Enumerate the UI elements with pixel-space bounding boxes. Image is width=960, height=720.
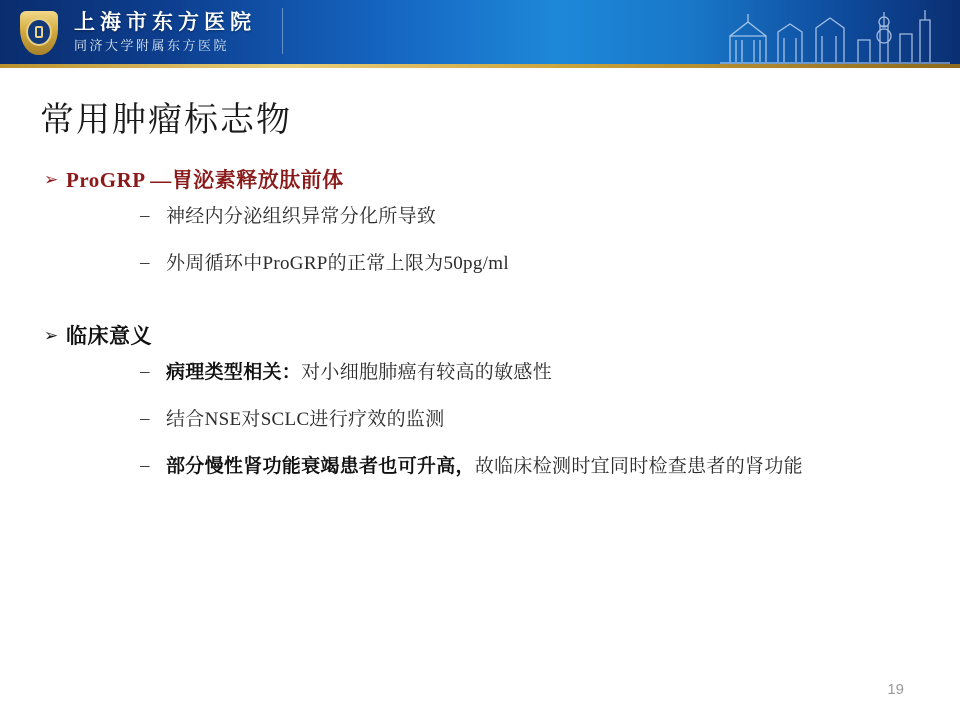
bullet-label: ProGRP —胃泌素释放肽前体 (66, 168, 344, 192)
organization-name-sub: 同济大学附属东方医院 (74, 38, 230, 53)
organization-name-block (74, 10, 256, 55)
sub-bullet-label: 神经内分泌组织异常分化所导致 (166, 206, 437, 227)
sub-bullet-item (140, 404, 920, 435)
sub-bullet-item (140, 248, 920, 279)
section-spacer (40, 295, 920, 321)
dash-marker-icon: – (140, 408, 150, 429)
page-title: 常用肿瘤标志物 (40, 102, 292, 139)
bullet-item (40, 321, 920, 351)
sub-bullet-label (166, 451, 803, 482)
sub-bullet-emphasis: 部分慢性肾功能衰竭患者也可升高， (166, 456, 475, 477)
hospital-crest-icon (16, 9, 62, 59)
bullet-marker-icon: ➢ (44, 170, 59, 189)
dash-marker-icon: – (140, 252, 150, 273)
organization-name-cn: 上海市东方医院 (74, 10, 256, 34)
bullet-label: 临床意义 (66, 324, 152, 348)
dash-marker-icon: – (140, 361, 150, 382)
sub-bullet-label: 结合NSE对SCLC进行疗效的监测 (166, 409, 445, 430)
sub-bullet-rest: 对小细胞肺癌有较高的敏感性 (301, 362, 553, 383)
sub-bullet-rest: 故临床检测时宜同时检查患者的肾功能 (474, 456, 803, 477)
sub-bullet-label: 外周循环中ProGRP的正常上限为50pg/ml (166, 253, 509, 274)
header-divider (282, 8, 283, 54)
dash-marker-icon: – (140, 455, 150, 476)
slide-header (0, 0, 960, 68)
sub-bullet-item (140, 201, 920, 232)
sub-bullet-item (140, 451, 920, 482)
sub-bullet-label (166, 357, 552, 388)
slide-body (40, 165, 920, 498)
page-number: 19 (887, 681, 904, 698)
bullet-marker-icon: ➢ (44, 326, 59, 345)
sub-bullet-item (140, 357, 920, 388)
sub-bullet-emphasis: 病理类型相关： (166, 362, 302, 383)
city-skyline-icon (720, 6, 950, 64)
bullet-item (40, 165, 920, 195)
dash-marker-icon: – (140, 205, 150, 226)
header-gold-divider (0, 64, 960, 68)
